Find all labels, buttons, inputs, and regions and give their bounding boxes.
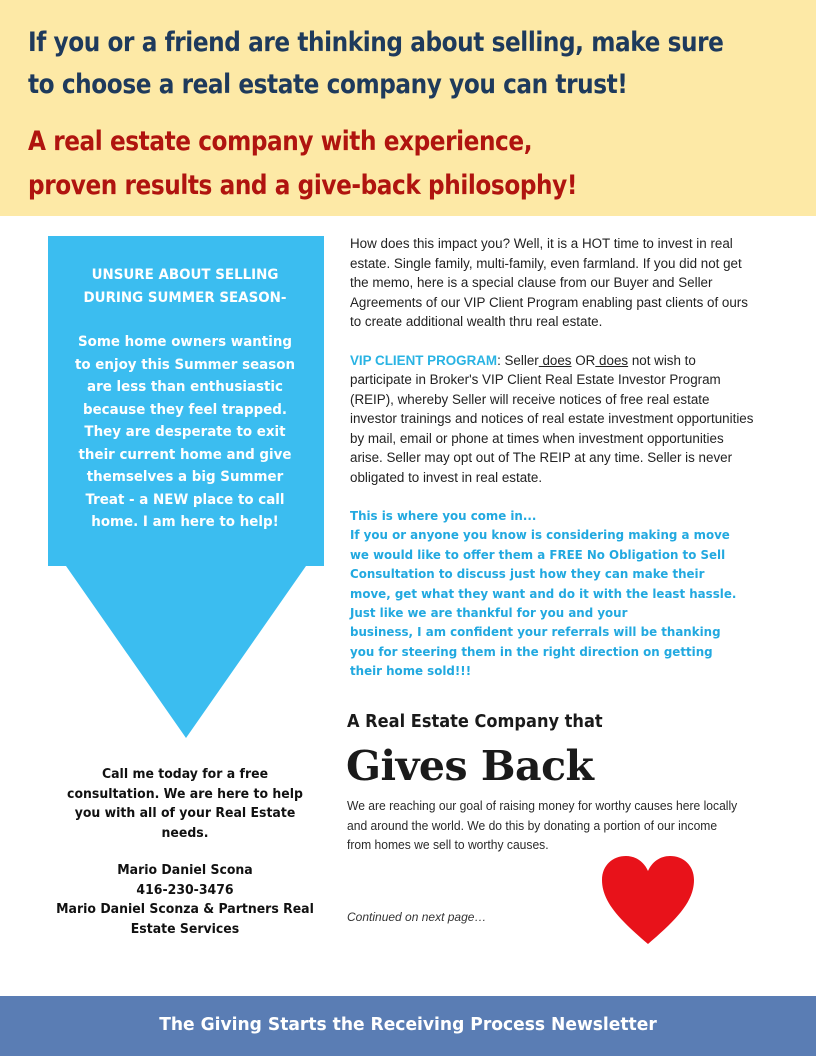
- footer-banner: [0, 996, 816, 1056]
- vip-paragraph: [350, 351, 760, 488]
- callout-line-5: move, get what they want and do it with the least hassle.: [350, 585, 737, 601]
- heart-shape: [602, 856, 694, 944]
- subhead-line-1: A real estate company with experience,: [28, 126, 533, 157]
- arrow-box-title: [70, 264, 300, 309]
- callout-line-8: you for steering them in the right direction on getting: [350, 643, 713, 659]
- agent-name: Mario Daniel Scona: [117, 863, 253, 878]
- headline: [28, 22, 724, 106]
- gives-back-intro: A Real Estate Company that: [347, 711, 603, 732]
- arrow-title-line-1: UNSURE ABOUT SELLING: [91, 266, 279, 283]
- heart-icon: [600, 854, 696, 946]
- arrow-box-text: [70, 264, 300, 556]
- callout-line-2: If you or anyone you know is considering making a move: [350, 527, 730, 543]
- arrow-title-line-2: DURING SUMMER SEASON-: [83, 288, 287, 306]
- article-intro: How does this impact you? Well, it is a HOT time to invest in real estate. Single family, multi-family, even farmland. If you did not get the memo, here is a special clause from our Buyer and Seller Agreements of our VIP Client Program enabling past clients of ours to create additional wealth thru real estate.: [350, 236, 748, 329]
- contact-block: [55, 861, 314, 939]
- company-line-2: Estate Services: [130, 921, 240, 937]
- callout-line-9: their home sold!!!: [350, 663, 472, 679]
- callout-line-1: This is where you come in...: [350, 508, 537, 523]
- callout-line-7: business, I am confident your referrals will be thanking: [350, 624, 721, 640]
- vip-rest: not wish to participate in Broker's VIP Client Real Estate Investor Program (REIP), whereby Seller will receive notices of free real estate investor trainings and notices of real estate investment opportunities by mail, email or phone at times when investment opportunities arise. Seller may opt out of The REIP at any time. Seller is never obligated to invest in real estate.: [350, 352, 754, 485]
- call-to-action: Call me today for a free consultation. We are here to help you with all of your Real Estate needs.: [67, 767, 303, 841]
- vip-does-2: does: [595, 352, 629, 368]
- agent-phone: 416-230-3476: [136, 882, 234, 898]
- continued-next-page: Continued on next page…: [347, 910, 487, 924]
- gives-back-line-1: We are reaching our goal of raising money for worthy causes here locally: [347, 798, 738, 813]
- subhead-line-2: proven results and a give-back philosophy!: [28, 170, 578, 201]
- callout-line-3: we would like to offer them a FREE No Obligation to Sell: [350, 546, 726, 562]
- gives-back-title: Gives Back: [346, 742, 594, 790]
- referral-callout: [350, 506, 745, 681]
- header-banner: [0, 0, 816, 216]
- vip-label: VIP CLIENT PROGRAM: [350, 352, 498, 368]
- headline-line-1: If you or a friend are thinking about selling, make sure: [28, 27, 724, 58]
- callout-line-4: Consultation to discuss just how they can make their: [350, 566, 705, 582]
- gives-back-body: [347, 796, 738, 855]
- vip-does: does: [538, 352, 572, 368]
- vip-or: OR: [571, 352, 596, 368]
- subheadline: [28, 120, 682, 208]
- newsletter-name: The Giving Starts the Receiving Process Newsletter: [159, 1014, 657, 1035]
- gives-back-line-2: and around the world. We do this by donating a portion of our income: [347, 817, 718, 833]
- company-line-1: Mario Daniel Sconza & Partners Real: [56, 902, 314, 917]
- article-column: [350, 234, 760, 681]
- arrow-box-body: Some home owners wanting to enjoy this Summer season are less than enthusiastic because they feel trapped. They are desperate to exit their current home and give themselves a big Summer Treat - a NEW place to call home. I am here to help!: [74, 333, 296, 530]
- headline-line-2: to choose a real estate company you can trust!: [28, 69, 628, 100]
- vip-pre: : Seller: [497, 352, 539, 368]
- gives-back-line-3: from homes we sell to worthy causes.: [347, 837, 549, 852]
- callout-line-6: Just like we are thankful for you and your: [350, 605, 628, 621]
